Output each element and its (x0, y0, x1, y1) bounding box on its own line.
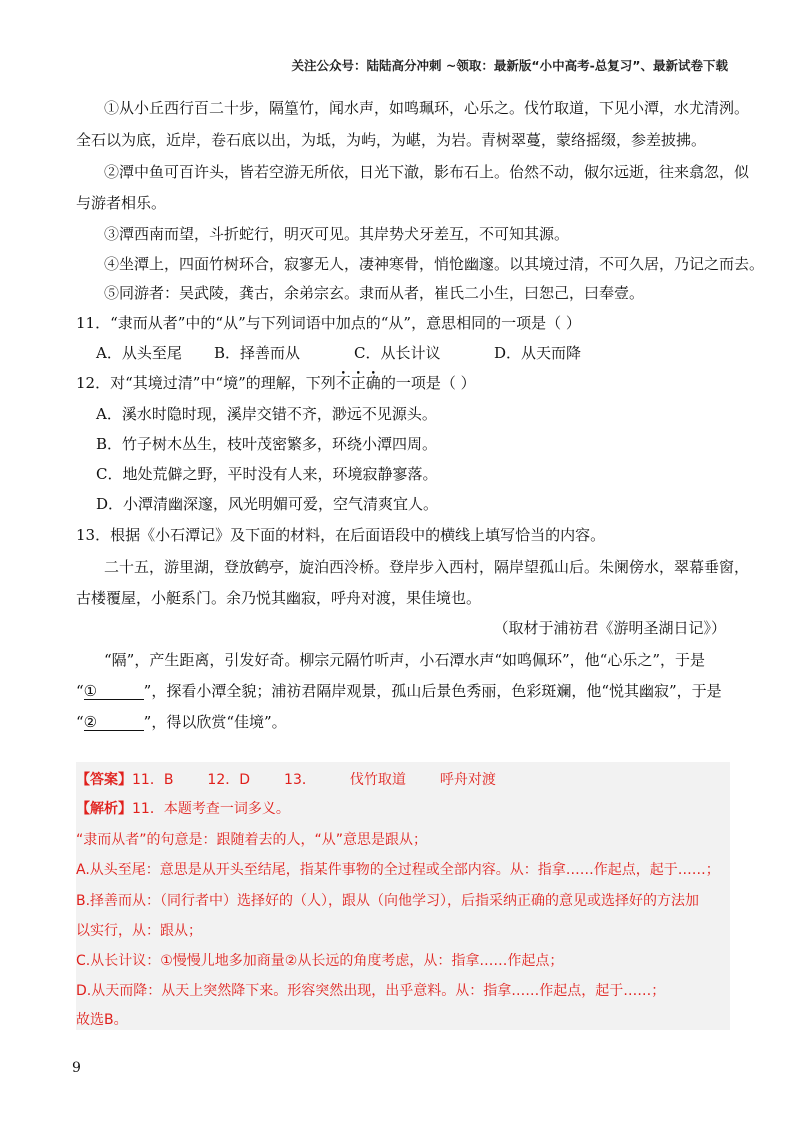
answer-blank-1[interactable]: ① (84, 683, 144, 700)
q13-paragraph-line2 (76, 681, 730, 701)
answer-line (76, 770, 730, 790)
q12-emphasis-char: 不 (335, 374, 351, 392)
analysis-line3: A.从头至尾：意思是从开头至结尾，指某件事物的全过程或全部内容。从：指拿……作起点，起于……； (76, 862, 720, 878)
q12-option-b: B．竹子树木丛生，枝叶茂密繁多，环绕小潭四周。 (96, 435, 438, 453)
q13-paragraph-line3-text: ”，得以欣赏“佳境”。 (143, 713, 287, 731)
analysis-text: 11．本题考查一词多义。 (132, 801, 290, 817)
q12-stem-pre: 12．对“其境过清”中“境”的理解，下列 (76, 374, 336, 392)
q12-stem (76, 373, 730, 393)
open-quote: “ (76, 682, 84, 700)
passage-p4: ④坐潭上，四面竹树环合，寂寥无人，凄神寒骨，悄怆幽邃。以其境过清，不可久居，乃记之而去。 (104, 255, 765, 273)
q11-options (76, 343, 730, 363)
q12-stem-post: 的一项是（ ） (380, 374, 476, 392)
analysis-label: 【解析】 (76, 801, 132, 817)
analysis-line8: 故选B。 (76, 1012, 128, 1028)
q11-option-c: C．从长计议 (354, 344, 441, 362)
q13-material-line1: 二十五，游里湖，登放鹤亭，旋泊西泠桥。登岸步入西村，隔岸望孤山后。朱阑傍水，翠幕垂窗， (104, 558, 750, 576)
answer-11: 11．B (132, 772, 174, 788)
q12-emphasis-char: 正 (350, 374, 366, 392)
analysis-line2: “隶而从者”的句意是：跟随着去的人，“从”意思是跟从； (76, 832, 428, 848)
answer-analysis-box (76, 762, 730, 1030)
q13-citation: （取材于浦祊君《游明圣湖日记》） (493, 619, 726, 637)
q13-paragraph-line3 (76, 712, 730, 732)
q13-paragraph-line2-text: ”，探看小潭全貌；浦祊君隔岸观景，孤山后景色秀丽，色彩斑斓，他“悦其幽寂”，于是 (143, 682, 722, 700)
passage-p1-line1: ①从小丘西行百二十步，隔篁竹，闻水声，如鸣珮环，心乐之。伐竹取道，下见小潭，水尤清洌。 (104, 99, 750, 117)
analysis-line4: B.择善而从：（同行者中）选择好的（人），跟从（向他学习），后指采纳正确的意见或选择好的方法加 (76, 893, 700, 909)
passage-p1-line2: 全石以为底，近岸，卷石底以出，为坻，为屿，为嵁，为岩。青树翠蔓，蒙络摇缀，参差披拂。 (76, 131, 707, 149)
page-number: 9 (72, 1060, 81, 1076)
passage-p2-line2: 与游者相乐。 (76, 194, 167, 212)
answer-13-blank-1: 伐竹取道 (349, 772, 406, 788)
q12-option-c: C．地处荒僻之野，平时没有人来，环境寂静寥落。 (96, 465, 438, 483)
q13-material-line2: 古楼覆屋，小艇系门。余乃悦其幽寂，呼舟对渡，果佳境也。 (76, 589, 482, 607)
open-quote: “ (76, 713, 84, 731)
answer-blank-2[interactable]: ② (84, 714, 144, 731)
q11-stem: 11．“隶而从者”中的“从”与下列词语中加点的“从”，意思相同的一项是（ ） (76, 314, 581, 332)
analysis-line1 (76, 799, 730, 819)
q11-option-d: D．从天而降 (494, 344, 582, 362)
q12-option-a: A．溪水时隐时现，溪岸交错不齐，渺远不见源头。 (96, 405, 437, 423)
q12-emphasis-char: 确 (365, 374, 381, 392)
q13-paragraph-line1: “隔”，产生距离，引发好奇。柳宗元隔竹听声，小石潭水声“如鸣佩环”，他“心乐之”，于是 (104, 651, 706, 669)
passage-p5: ⑤同游者：吴武陵，龚古，余弟宗玄。隶而从者，崔氏二小生，曰恕己，曰奉壹。 (104, 284, 645, 302)
passage-p2-line1: ②潭中鱼可百许头，皆若空游无所依，日光下澈，影布石上。佁然不动，俶尔远逝，往来翕忽，似 (104, 163, 750, 181)
analysis-line5: 以实行，从：跟从； (76, 923, 202, 939)
q13-stem: 13．根据《小石潭记》及下面的材料，在后面语段中的横线上填写恰当的内容。 (76, 526, 606, 544)
q11-option-a: A．从头至尾 (96, 344, 182, 362)
answer-12: 12．D (207, 772, 251, 788)
answer-13: 13． (284, 772, 316, 788)
analysis-line6: C.从长计议：①慢慢儿地多加商量②从长远的角度考虑，从：指拿……作起点； (76, 953, 564, 969)
answer-label: 【答案】 (76, 772, 132, 788)
answer-13-blank-2: 呼舟对渡 (439, 772, 496, 788)
q12-option-d: D．小潭清幽深邃，风光明媚可爱，空气清爽宜人。 (96, 495, 439, 513)
page-header: 关注公众号：陆陆高分冲刺 ~领取：最新版“小中高考-总复习”、最新试卷下载 (291, 58, 728, 73)
analysis-line7: D.从天而降：从天上突然降下来。形容突然出现，出乎意料。从：指拿……作起点，起于……； (76, 983, 666, 999)
passage-p3: ③潭西南而望，斗折蛇行，明灭可见。其岸势犬牙差互，不可知其源。 (104, 225, 570, 243)
q11-option-b: B．择善而从 (214, 344, 301, 362)
